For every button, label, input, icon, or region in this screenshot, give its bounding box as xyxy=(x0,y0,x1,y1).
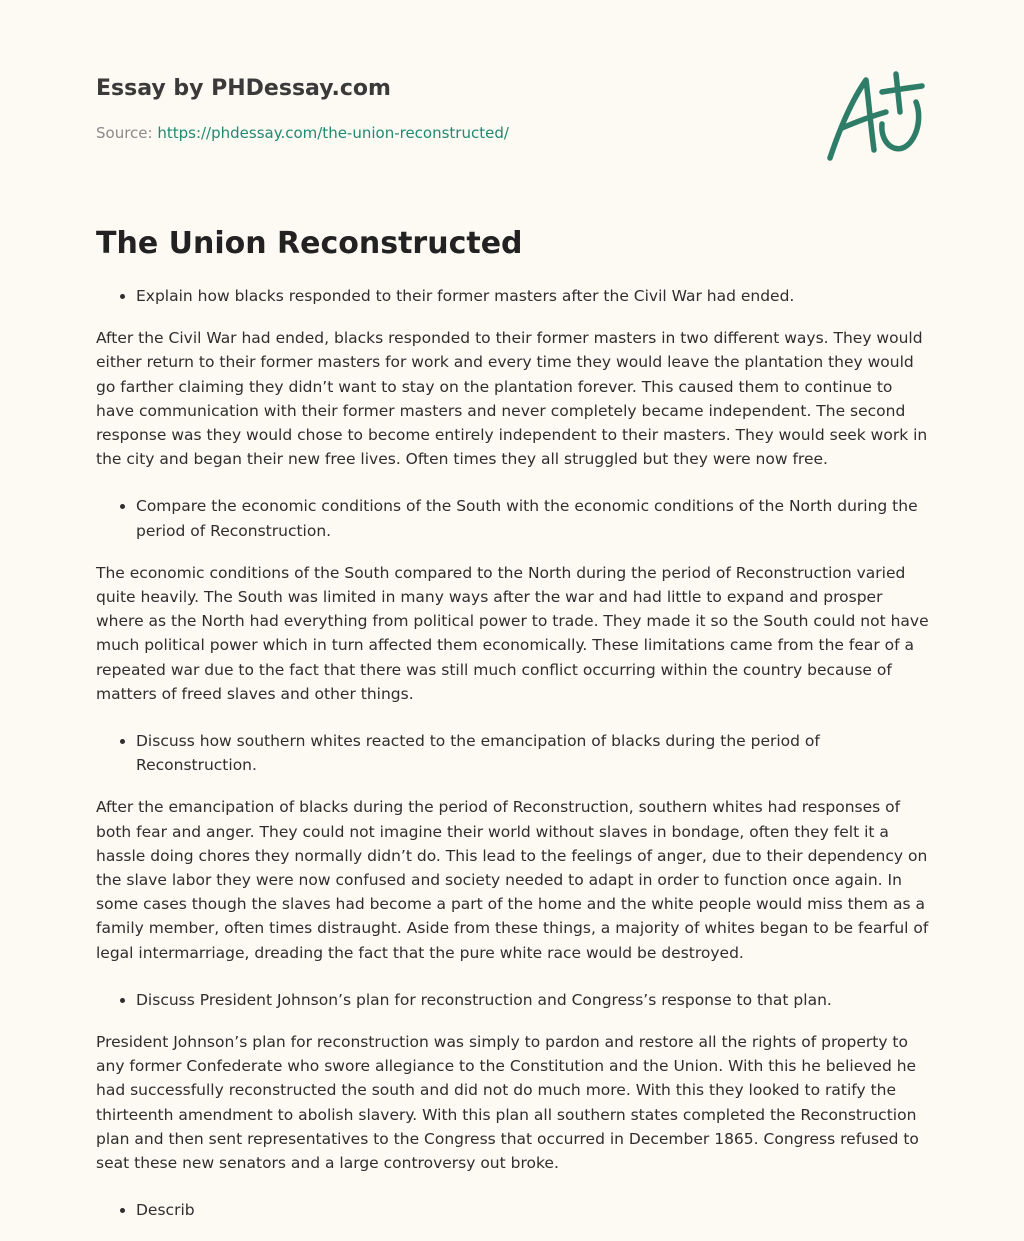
question-item: • Explain how blacks responded to their former masters after the Civil War had ended. xyxy=(136,284,932,308)
question-list xyxy=(96,494,932,542)
question-list xyxy=(96,284,932,308)
question-item: • Discuss how southern whites reacted to the emancipation of blacks during the period of Reconstruction. xyxy=(136,729,932,777)
question-item: • Discuss President Johnson’s plan for reconstruction and Congress’s response to that plan. xyxy=(136,988,932,1012)
question-list xyxy=(96,988,932,1012)
answer-paragraph: After the emancipation of blacks during the period of Reconstruction, southern whites had responses of both fear and anger. They could not imagine their world without slaves in bondage, often they felt it a hassle doing chores they normally didn’t do. This lead to the feelings of anger, due to their dependency on the slave labor they were now confused and society needed to adapt in order to function once again. In some cases though the slaves had become a part of the home and the white people would miss them as a family member, often times distraught. Aside from these things, a majority of whites began to be fearful of legal intermarriage, dreading the fact that the pure white race would be destroyed. xyxy=(96,798,929,962)
a-plus-logo-icon xyxy=(822,66,928,166)
question-item: • Compare the economic conditions of the South with the economic conditions of the North during the period of Reconstruction. xyxy=(136,494,932,542)
site-brand: Essay by PHDessay.com xyxy=(96,76,391,101)
essay-body xyxy=(96,284,932,1241)
question-item: • Describ xyxy=(136,1198,932,1222)
answer-paragraph: The economic conditions of the South compared to the North during the period of Reconstruction varied quite heavily. The South was limited in many ways after the war and had little to expand and prosper where as the North had everything from political power to trade. They made it so the South could not have much political power which in turn affected them economically. These limitations came from the fear of a repeated war due to the fact that there was still much conflict occurring within the country because of matters of freed slaves and other things. xyxy=(96,563,929,703)
source-link[interactable]: https://phdessay.com/the-union-reconstructed/ xyxy=(157,124,509,142)
essay-title: The Union Reconstructed xyxy=(96,226,523,261)
question-list xyxy=(96,1198,932,1222)
question-list xyxy=(96,729,932,777)
source-line xyxy=(96,124,509,142)
source-label: Source: xyxy=(96,124,158,142)
answer-paragraph: After the Civil War had ended, blacks responded to their former masters in two different ways. They would either return to their former masters for work and every time they would leave the plantation they would go farther claiming they didn’t want to stay on the plantation forever. This caused them to continue to have communication with their former masters and never completely became independent. The second response was they would chose to become entirely independent to their masters. They would seek work in the city and began their new free lives. Often times they all struggled but they were now free. xyxy=(96,329,928,469)
answer-paragraph: President Johnson’s plan for reconstruction was simply to pardon and restore all the rights of property to any former Confederate who swore allegiance to the Constitution and the Union. With this he believed he had successfully reconstructed the south and did not do much more. With this they looked to ratify the thirteenth amendment to abolish slavery. With this plan all southern states completed the Reconstruction plan and then sent representatives to the Congress that occurred in December 1865. Congress refused to seat these new senators and a large controversy out broke. xyxy=(96,1033,919,1173)
